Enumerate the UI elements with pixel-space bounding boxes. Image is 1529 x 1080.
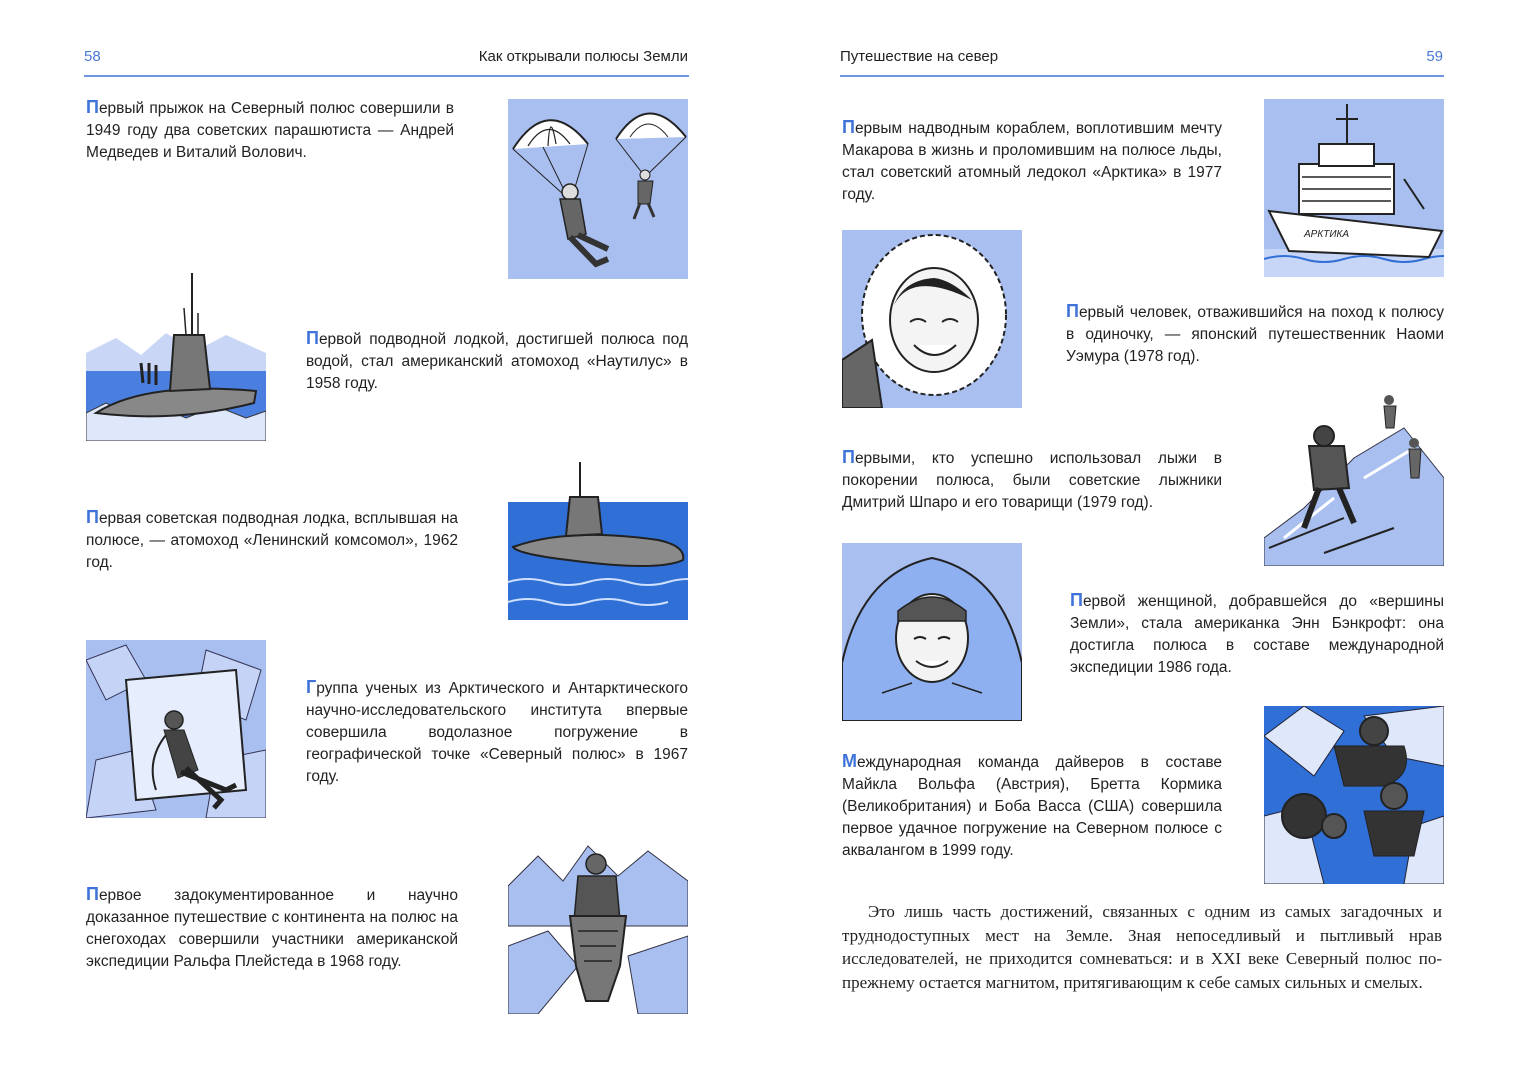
closing-paragraph: Это лишь часть достижений, связанных с одним из самых загадочных и труднодоступных мест на Земле. Зная непоседливый и пытливый нрав исследователей, не приходится сомневаться: и в XXI веке Северный полюс по-прежнему остается магнитом, притягивающим к себе самых сильных и смелых.: [842, 902, 1442, 992]
drop-cap: П: [306, 328, 319, 348]
entry-text: ервыми, кто успешно использовал лыжи в покорении полюса, были советские лыжники Дмитрий Шпаро и его товарищи (1979 год).: [842, 450, 1222, 511]
snowmobile-illustration: [508, 836, 688, 1014]
entry-text: ервой подводной лодкой, достигшей полюса под водой, стал американский атомоход «Наутилус» в 1958 году.: [306, 331, 688, 392]
running-title: Как открывали полюсы Земли: [478, 48, 688, 65]
naomi-uemura-portrait: [842, 230, 1022, 408]
entry-text: ервый человек, отважившийся на поход к полюсу в одиночку, — японский путешественник Наоми Уэмура (1978 год).: [1066, 304, 1444, 365]
entry-international-divers: [842, 750, 1222, 862]
header-rule: [840, 75, 1444, 77]
drop-cap: М: [842, 751, 857, 771]
drop-cap: П: [842, 117, 855, 137]
entry-text: еждународная команда дайверов в составе Майкла Вольфа (Австрия), Бретта Кормика (Великобритания) и Боба Васса (США) совершила первое удачное погружение на Северном полюсе с аквалангом в 1999 году.: [842, 754, 1222, 859]
drop-cap: П: [86, 507, 99, 527]
entry-text: ервой женщиной, добравшейся до «вершины Земли», стала американка Энн Бэнкрофт: она достигла полюса в составе международной экспедиции 1986 года.: [1070, 593, 1444, 676]
right-page: [764, 0, 1529, 1080]
entry-ann-bancroft: [1070, 589, 1444, 679]
running-title: Путешествие на север: [840, 48, 999, 65]
drop-cap: П: [1070, 590, 1083, 610]
entry-snowmobile-expedition: [86, 883, 458, 973]
ann-bancroft-portrait: [842, 543, 1022, 721]
entry-arktika-icebreaker: [842, 116, 1222, 206]
entry-text: ервая советская подводная лодка, всплывшая на полюсе, — атомоход «Ленинский комсомол», 1962 год.: [86, 510, 458, 571]
icebreaker-illustration: [1264, 99, 1444, 277]
entry-soviet-skiers: [842, 446, 1222, 514]
entry-leninsky-komsomol: [86, 506, 458, 574]
parachutists-illustration: [508, 99, 688, 279]
scuba-divers-illustration: [1264, 706, 1444, 884]
drop-cap: П: [86, 884, 99, 904]
entry-text: ервое задокументированное и научно доказанное путешествие с континента на полюс на снегоходах совершили участники американской экспедиции Ральфа Плейстеда в 1968 году.: [86, 887, 458, 970]
skiers-illustration: [1264, 388, 1444, 566]
page-number: 59: [1426, 48, 1443, 65]
entry-text: ервым надводным кораблем, воплотившим мечту Макарова в жизнь и проломившим на полюсе льды, стал советский атомный ледокол «Арктика» в 1977 году.: [842, 120, 1222, 203]
ice-divers-illustration: [86, 640, 266, 818]
header-rule: [84, 75, 689, 77]
drop-cap: П: [1066, 301, 1079, 321]
entry-nautilus: [306, 327, 688, 395]
drop-cap: П: [842, 447, 855, 467]
drop-cap: П: [86, 97, 99, 117]
drop-cap: Г: [306, 677, 317, 697]
left-page: [0, 0, 764, 1080]
entry-parachute-jump: [86, 96, 454, 164]
ship-name-label: АРКТИКА: [1304, 229, 1350, 240]
entry-text: руппа ученых из Арктического и Антарктического научно-исследовательского института впервые совершила водолазное погружение в географической точке «Северный полюс» в 1967 году.: [306, 680, 688, 785]
nautilus-submarine-illustration: [86, 263, 266, 441]
entry-divers-1967: [306, 676, 688, 788]
entry-naomi-uemura: [1066, 300, 1444, 368]
soviet-submarine-illustration: [508, 442, 688, 620]
entry-text: ервый прыжок на Северный полюс совершили в 1949 году два советских парашютиста — Андрей Медведев и Виталий Волович.: [86, 100, 454, 161]
page-number: 58: [84, 48, 101, 65]
